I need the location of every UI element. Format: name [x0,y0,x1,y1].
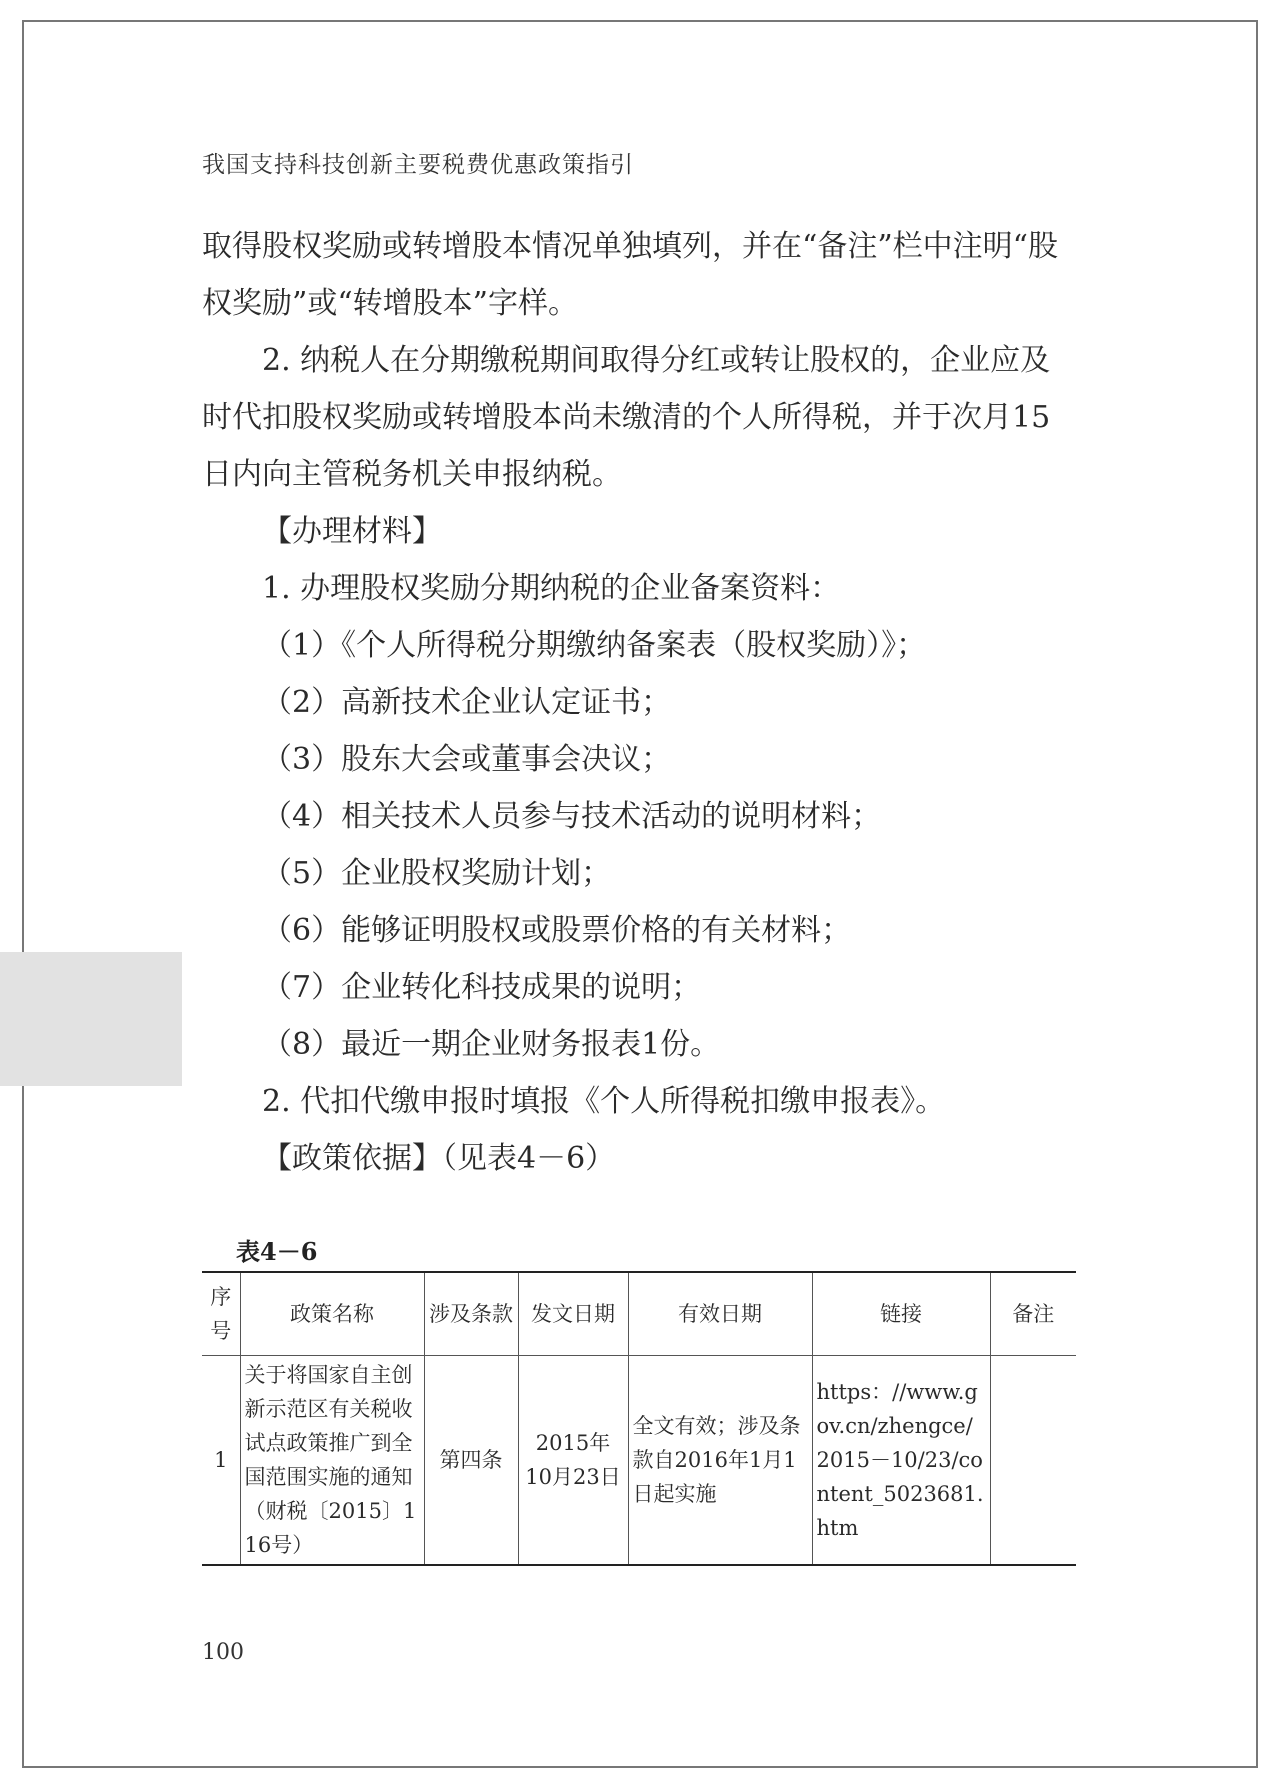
materials-heading: 【办理材料】 [262,514,442,549]
side-tab-marker [0,952,182,1086]
materials-sub-item: （2）高新技术企业认定证书； [262,685,672,720]
page-number: 100 [202,1640,244,1665]
cell-issue-date: 2015年10月23日 [518,1356,628,1566]
materials-item-1: 1. 办理股权奖励分期纳税的企业备案资料： [262,571,841,606]
paragraph-item-2: 2. 纳税人在分期缴税期间取得分红或转让股权的，企业应及时代扣股权奖励或转增股本尚未缴清的个人所得税，并于次月15日内向主管税务机关申报纳税。 [202,343,1051,492]
paragraph-continuation: 取得股权奖励或转增股本情况单独填列，并在“备注”栏中注明“股权奖励”或“转增股本”字样。 [202,229,1059,321]
policy-table [202,1271,1076,1566]
body-text [202,218,1076,1187]
materials-item-2: 2. 代扣代缴申报时填报《个人所得税扣缴申报表》。 [262,1084,946,1119]
materials-sub-item: （6）能够证明股权或股票价格的有关材料； [262,913,852,948]
cell-policy-name: 关于将国家自主创新示范区有关税收试点政策推广到全国范围实施的通知（财税〔2015〕116号） [240,1356,424,1566]
cell-clause: 第四条 [424,1356,518,1566]
table-caption: 表4－6 [236,1237,318,1266]
table-row [202,1356,1076,1566]
running-header: 我国支持科技创新主要税费优惠政策指引 [202,152,634,178]
header-link: 链接 [812,1272,990,1356]
materials-sub-item: （8）最近一期企业财务报表1份。 [262,1027,721,1062]
cell-remark [990,1356,1076,1566]
header-clause: 涉及条款 [424,1272,518,1356]
policy-basis-heading: 【政策依据】（见表4－6） [262,1141,616,1176]
cell-link[interactable]: https：//www.gov.cn/zhengce/2015－10/23/content_5023681.htm [812,1356,990,1566]
cell-index: 1 [202,1356,240,1566]
cell-valid-date: 全文有效；涉及条款自2016年1月1日起实施 [628,1356,812,1566]
materials-sub-item: （5）企业股权奖励计划； [262,856,612,891]
header-issue-date: 发文日期 [518,1272,628,1356]
header-policy-name: 政策名称 [240,1272,424,1356]
header-index: 序号 [202,1272,240,1356]
table-header-row [202,1272,1076,1356]
header-remark: 备注 [990,1272,1076,1356]
materials-sub-item: （3）股东大会或董事会决议； [262,742,672,777]
header-valid-date: 有效日期 [628,1272,812,1356]
materials-sub-item: （4）相关技术人员参与技术活动的说明材料； [262,799,882,834]
materials-sub-item: （7）企业转化科技成果的说明； [262,970,702,1005]
materials-sub-item: （1）《个人所得税分期缴纳备案表（股权奖励）》； [262,628,927,663]
